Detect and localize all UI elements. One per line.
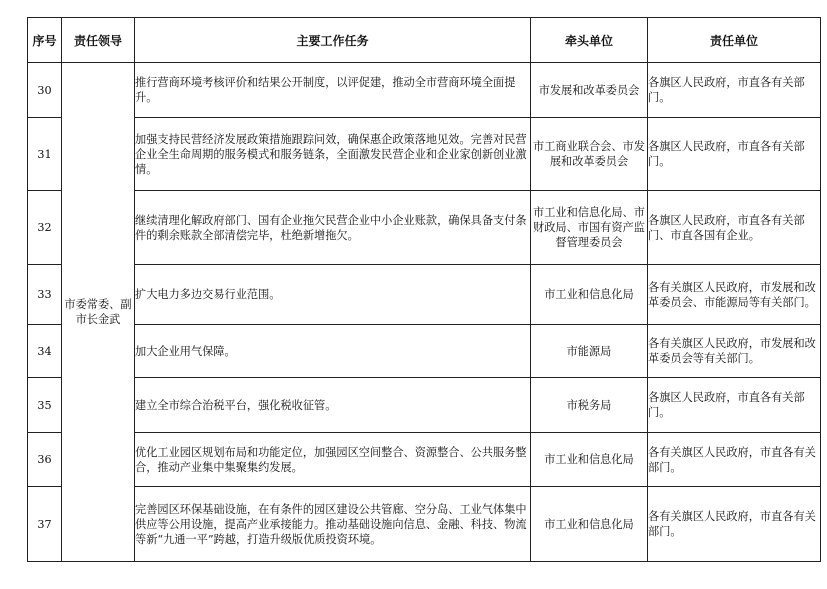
row-task: 加强支持民营经济发展政策措施跟踪问效，确保惠企政策落地见效。完善对民营企业全生命周期的服务模式和服务链条，全面激发民营企业和企业家创新创业激情。: [135, 118, 531, 191]
task-table: [27, 17, 821, 562]
table-row: [28, 265, 821, 325]
table-row: [28, 325, 821, 378]
leader-cell: 市委常委、副市长金武: [62, 63, 135, 562]
table-row: [28, 191, 821, 265]
row-resp-unit: 各有关旗区人民政府，市发展和改革委员会、市能源局等有关部门。: [648, 265, 821, 325]
header-resp-unit: 责任单位: [648, 18, 821, 63]
row-resp-unit: 各有关旗区人民政府，市发展和改革委员会等有关部门。: [648, 325, 821, 378]
row-resp-unit: 各旗区人民政府，市直各有关部门。: [648, 63, 821, 118]
row-resp-unit: 各有关旗区人民政府，市直各有关部门。: [648, 487, 821, 562]
row-seq: 33: [28, 265, 62, 325]
row-seq: 30: [28, 63, 62, 118]
row-seq: 35: [28, 378, 62, 433]
row-seq: 36: [28, 433, 62, 487]
row-task: 扩大电力多边交易行业范围。: [135, 265, 531, 325]
header-seq: 序号: [28, 18, 62, 63]
row-task: 推行营商环境考核评价和结果公开制度，以评促建，推动全市营商环境全面提升。: [135, 63, 531, 118]
header-leader: 责任领导: [62, 18, 135, 63]
row-resp-unit: 各旗区人民政府，市直各有关部门。: [648, 378, 821, 433]
row-task: 加大企业用气保障。: [135, 325, 531, 378]
row-seq: 32: [28, 191, 62, 265]
table-row: [28, 378, 821, 433]
table-row: [28, 487, 821, 562]
row-lead-unit: 市工业和信息化局、市财政局、市国有资产监督管理委员会: [531, 191, 648, 265]
row-task: 完善园区环保基础设施，在有条件的园区建设公共管廊、空分岛、工业气体集中供应等公用设施，提高产业承接能力。推动基础设施向信息、金融、科技、物流等新“九通一平”跨越，打造升级版优质投资环境。: [135, 487, 531, 562]
row-lead-unit: 市工业和信息化局: [531, 433, 648, 487]
row-lead-unit: 市发展和改革委员会: [531, 63, 648, 118]
row-lead-unit: 市税务局: [531, 378, 648, 433]
row-seq: 31: [28, 118, 62, 191]
header-lead-unit: 牵头单位: [531, 18, 648, 63]
row-task: 继续清理化解政府部门、国有企业拖欠民营企业中小企业账款，确保具备支付条件的剩余账款全部清偿完毕，杜绝新增拖欠。: [135, 191, 531, 265]
table-row: [28, 63, 821, 118]
row-seq: 37: [28, 487, 62, 562]
header-row: [28, 18, 821, 63]
row-task: 优化工业园区规划布局和功能定位，加强园区空间整合、资源整合、公共服务整合，推动产业集中集聚集约发展。: [135, 433, 531, 487]
row-resp-unit: 各旗区人民政府，市直各有关部门。: [648, 118, 821, 191]
row-lead-unit: 市工业和信息化局: [531, 265, 648, 325]
table-row: [28, 118, 821, 191]
header-task: 主要工作任务: [135, 18, 531, 63]
row-lead-unit: 市工业和信息化局: [531, 487, 648, 562]
row-resp-unit: 各有关旗区人民政府，市直各有关部门。: [648, 433, 821, 487]
row-seq: 34: [28, 325, 62, 378]
row-lead-unit: 市工商业联合会、市发展和改革委员会: [531, 118, 648, 191]
row-lead-unit: 市能源局: [531, 325, 648, 378]
row-resp-unit: 各旗区人民政府，市直各有关部门、市直各国有企业。: [648, 191, 821, 265]
row-task: 建立全市综合治税平台，强化税收征管。: [135, 378, 531, 433]
table-row: [28, 433, 821, 487]
